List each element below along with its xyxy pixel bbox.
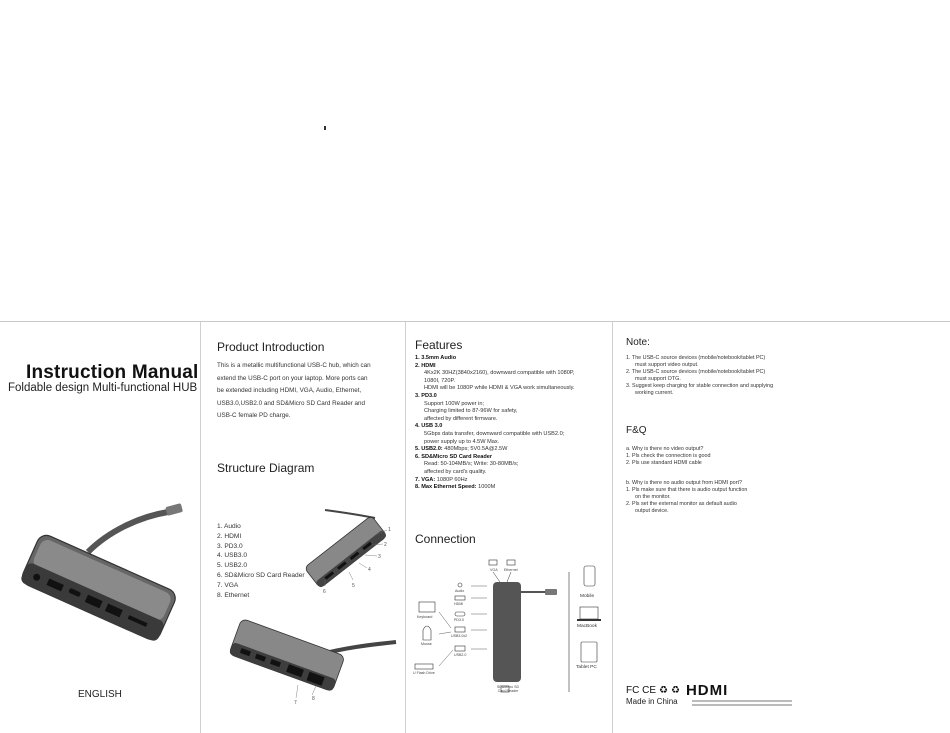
structure-heading: Structure Diagram <box>217 461 315 475</box>
structure-item: 2. HDMI <box>217 532 242 540</box>
structure-item: 6. SD&Micro SD Card Reader <box>217 571 305 579</box>
faq-answer: 1. Pls make sure that there is audio output function <box>626 487 748 493</box>
feature-title: 5. USB2.0: <box>415 446 443 453</box>
hub-back-diagram <box>228 620 403 710</box>
note-item: 3. Suggest keep charging for stable connection and supplying <box>626 383 774 389</box>
hdmi-logo: HDMI <box>685 682 729 699</box>
intro-line: extend the USB-C port on your laptop. More ports can <box>217 374 368 382</box>
feature-title: 3. PD3.0 <box>415 392 437 399</box>
feature-title: 7. VGA: <box>415 476 436 483</box>
structure-item: 3. PD3.0 <box>217 542 243 550</box>
faq-answer: 1. Pls check the connection is good <box>626 453 711 459</box>
callout-4: 4 <box>368 567 371 573</box>
faq-heading: F&Q <box>626 425 647 436</box>
feature-desc: 1080I, 720P. <box>424 377 456 384</box>
note-item: 2. The USB-C source devices (mobile/notebook/tablet PC) <box>626 369 766 375</box>
feature-desc: HDMI will be 1080P while HDMI & VGA work simultaneously. <box>424 385 575 392</box>
faq-answer: on the monitor. <box>635 494 671 500</box>
usb2-label: USB2.0 <box>454 653 467 657</box>
intro-line: be extended including HDMI, VGA, Audio, Ethernet, <box>217 387 362 394</box>
faq-block-a <box>626 446 826 467</box>
scan-speck <box>324 126 326 130</box>
structure-item: 1. Audio <box>217 523 241 530</box>
callout-3: 3 <box>378 554 381 560</box>
feature-title: 4. USB 3.0 <box>415 423 443 430</box>
connection-heading: Connection <box>415 532 476 546</box>
product-intro-panel <box>200 322 405 733</box>
feature-desc: Support 100W power in; <box>424 400 485 407</box>
usb3-label: USB3.0x2 <box>451 634 468 638</box>
faq-question: b. Why is there no audio output from HDMI port? <box>626 480 742 486</box>
feature-inline: 1000M <box>478 484 496 491</box>
fc-ce-marks: FC CE <box>626 685 656 696</box>
feature-desc: Charging limited to 87-96W for safety, <box>424 408 518 415</box>
mobile-label: Mobile <box>580 594 595 599</box>
trademark-fine-print <box>692 700 792 702</box>
intro-line: This is a metallic multifunctional USB-C hub, which can <box>217 362 371 369</box>
macbook-label: MacBook <box>577 624 597 629</box>
callout-5: 5 <box>352 583 355 589</box>
intro-line: USB-C female PD charge. <box>217 412 291 419</box>
faq-question: a. Why is there no video output? <box>626 446 704 452</box>
manual-title: Instruction Manual <box>26 362 199 383</box>
product-intro-text <box>217 360 371 423</box>
callout-6: 6 <box>323 589 326 595</box>
feature-title: 1. 3.5mm Audio <box>415 355 457 361</box>
mouse-label: Mouse <box>421 642 432 646</box>
faq-answer: 2. Pls set the external monitor as default audio <box>626 501 737 507</box>
pd-label: PD3.0 <box>454 618 464 622</box>
feature-desc: 4Kx2K 30HZ(3840x2160), downward compatible with 1080P, <box>424 370 575 377</box>
features-list <box>415 355 607 492</box>
trademark-fine-print <box>692 704 792 706</box>
audio-label: Audio <box>455 589 465 593</box>
feature-inline: 480Mbps; 5V0.5A@2.5W <box>444 446 508 453</box>
language-label: ENGLISH <box>78 689 122 700</box>
note-item: 1. The USB-C source devices (mobile/notebook/tablet PC) <box>626 355 766 361</box>
features-heading: Features <box>415 338 463 352</box>
structure-list <box>217 522 305 600</box>
note-item-cont: must support video output. <box>635 362 699 368</box>
faq-answer: output device. <box>635 508 669 514</box>
note-item-cont: working current. <box>635 390 674 396</box>
tablet-label: Tablet PC <box>576 665 597 670</box>
feature-desc: Read: 50-104MB/s; Write: 30-80MB/s; <box>424 461 519 468</box>
callout-2: 2 <box>384 542 387 548</box>
feature-desc: affected by different firmware. <box>424 415 498 422</box>
feature-title: 2. HDMI <box>415 362 436 369</box>
manual-subtitle: Foldable design Multi-functional HUB <box>8 382 198 394</box>
feature-desc: affected by card's quality. <box>424 468 487 475</box>
disposal-bin-icon: ♻ <box>670 685 680 696</box>
recycle-icon: ♻ <box>659 685 668 696</box>
note-item-cont: must support OTG. <box>635 376 681 382</box>
ethernet-label: Ethernet <box>504 568 518 572</box>
keyboard-label: Keyboard <box>417 615 433 619</box>
hub-side-diagram <box>295 500 395 595</box>
faq-block-b <box>626 480 826 515</box>
structure-item: 4. USB3.0 <box>217 552 248 560</box>
hdmi-port-label: HDMI <box>454 602 464 606</box>
hub-product-image <box>18 492 198 637</box>
note-list <box>626 355 826 397</box>
vga-label: VGA <box>490 568 498 572</box>
callout-8: 8 <box>312 696 315 702</box>
structure-item: 7. VGA <box>217 581 239 589</box>
feature-title: 8. Max Ethernet Speed: <box>415 484 477 491</box>
feature-inline: 1080P 60Hz <box>436 476 468 483</box>
features-panel <box>405 322 612 733</box>
feature-desc: power supply up to 4.5W Max. <box>424 438 500 445</box>
feature-title: 6. SD&Micro SD Card Reader <box>415 453 493 460</box>
cover-panel <box>0 322 200 733</box>
product-intro-heading: Product Introduction <box>217 340 325 354</box>
flash-drive-label: U Flash Drive <box>413 671 435 675</box>
note-heading: Note: <box>626 337 650 348</box>
card-reader-label: SD&Micro SD Card Reader <box>496 685 520 693</box>
made-in-label: Made in China <box>626 697 678 706</box>
feature-desc: 5Gbps data transfer, downward compatible with USB2.0; <box>424 430 565 437</box>
note-panel <box>612 322 950 733</box>
callout-7: 7 <box>294 700 297 706</box>
structure-item: 5. USB2.0 <box>217 562 248 570</box>
callout-1: 1 <box>388 527 391 533</box>
structure-item: 8. Ethernet <box>217 591 250 599</box>
intro-line: USB3.0,USB2.0 and SD&Micro SD Card Reader and <box>217 399 366 407</box>
faq-answer: 2. Pls use standard HDMI cable <box>626 460 702 466</box>
